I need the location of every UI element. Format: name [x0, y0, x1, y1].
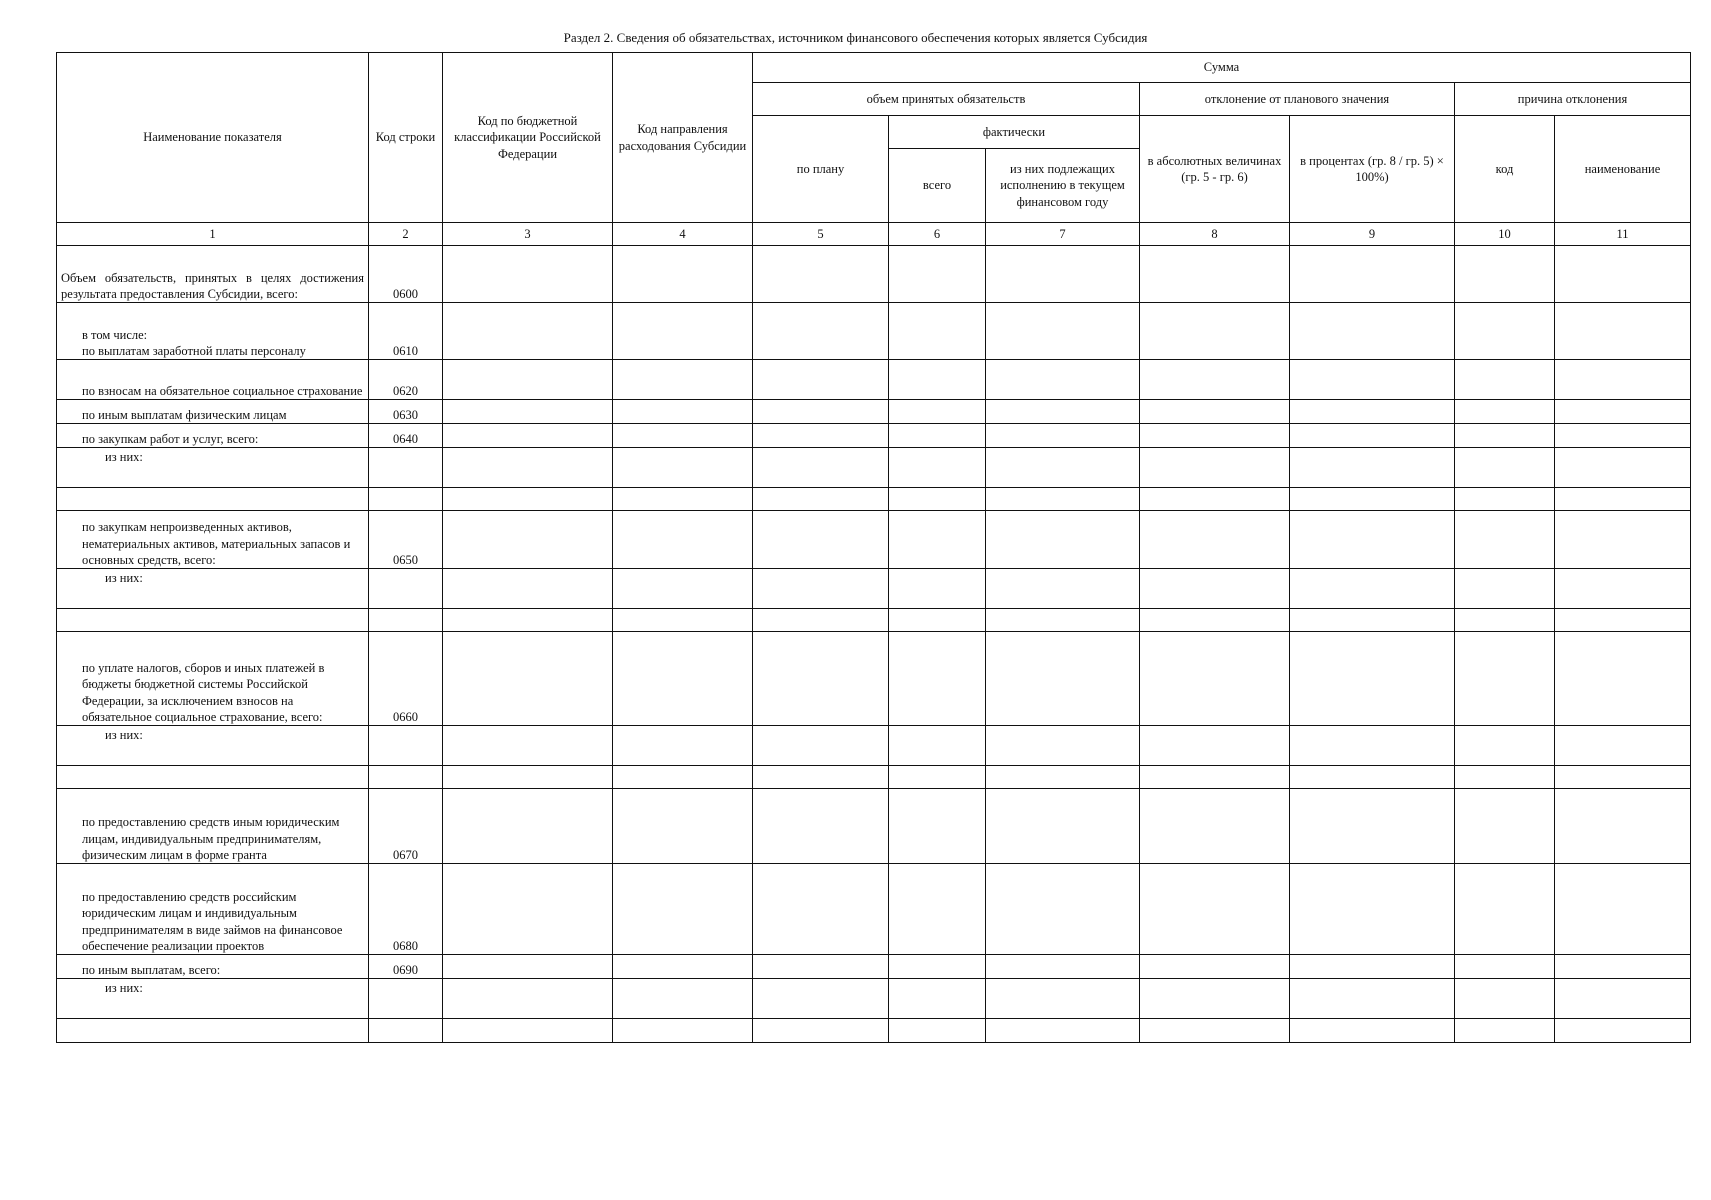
table-row: [57, 766, 1691, 789]
header-percent: в процентах (гр. 8 / гр. 5) × 100%): [1290, 116, 1455, 223]
row-name: из них:: [57, 726, 369, 766]
table-row: [57, 979, 1691, 1019]
table-row: [57, 609, 1691, 632]
table-row: [57, 400, 1691, 424]
table-row: [57, 569, 1691, 609]
column-number: 2: [369, 223, 443, 246]
row-code: 0600: [369, 246, 443, 303]
row-code: [369, 488, 443, 511]
table-row: [57, 246, 1691, 303]
table-row: [57, 632, 1691, 726]
header-budget-code: Код по бюджетной классификации Российской Федерации: [443, 53, 613, 223]
row-code: 0690: [369, 955, 443, 979]
table-row: [57, 360, 1691, 400]
header-direction-code: Код направления расходования Субсидии: [613, 53, 753, 223]
row-name: по иным выплатам, всего:: [57, 955, 369, 979]
column-number: 6: [889, 223, 986, 246]
header-reason-name: наименование: [1555, 116, 1691, 223]
header-of-which: из них подлежащих исполнению в текущем финансовом году: [986, 149, 1140, 223]
row-code: 0660: [369, 632, 443, 726]
row-name: из них:: [57, 448, 369, 488]
row-name: по уплате налогов, сборов и иных платежей в бюджеты бюджетной системы Российской Федерации, за исключением взносов на обязательное социальное страхование, всего:: [57, 632, 369, 726]
row-name: по взносам на обязательное социальное страхование: [57, 360, 369, 400]
header-plan: по плану: [753, 116, 889, 223]
header-total: всего: [889, 149, 986, 223]
header-actual: фактически: [889, 116, 1140, 149]
row-code: 0620: [369, 360, 443, 400]
row-code: [369, 1019, 443, 1043]
row-code: 0630: [369, 400, 443, 424]
row-name: [57, 1019, 369, 1043]
header-absolute: в абсолютных величинах (гр. 5 - гр. 6): [1140, 116, 1290, 223]
column-number: 11: [1555, 223, 1691, 246]
row-name: Объем обязательств, принятых в целях достижения результата предоставления Субсидии, всего:: [57, 246, 369, 303]
header-obligations: объем принятых обязательств: [753, 83, 1140, 116]
row-name: [57, 766, 369, 789]
row-code: 0670: [369, 789, 443, 864]
row-code: [369, 448, 443, 488]
column-number: 10: [1455, 223, 1555, 246]
header-indicator-name: Наименование показателя: [57, 53, 369, 223]
row-name: из них:: [57, 569, 369, 609]
column-number: 5: [753, 223, 889, 246]
table-row: [57, 1019, 1691, 1043]
table-row: [57, 448, 1691, 488]
header-sum: Сумма: [753, 53, 1691, 83]
row-code: 0640: [369, 424, 443, 448]
row-code: 0610: [369, 303, 443, 360]
column-number: 4: [613, 223, 753, 246]
row-code: [369, 726, 443, 766]
row-name: в том числе: по выплатам заработной платы персоналу: [57, 303, 369, 360]
row-name: по предоставлению средств российским юридическим лицам и индивидуальным предпринимателям в виде займов на финансовое обеспечение реализации проектов: [57, 864, 369, 955]
column-number: 7: [986, 223, 1140, 246]
row-name: [57, 609, 369, 632]
obligations-table: [56, 52, 1691, 1043]
column-number: 1: [57, 223, 369, 246]
row-name: по иным выплатам физическим лицам: [57, 400, 369, 424]
column-number: 3: [443, 223, 613, 246]
row-name: по закупкам непроизведенных активов, нематериальных активов, материальных запасов и основных средств, всего:: [57, 511, 369, 569]
table-row: [57, 424, 1691, 448]
table-row: [57, 789, 1691, 864]
page-title: Раздел 2. Сведения об обязательствах, источником финансового обеспечения которых является Субсидия: [563, 30, 1148, 45]
table-row: [57, 726, 1691, 766]
row-code: 0650: [369, 511, 443, 569]
header-line-code: Код строки: [369, 53, 443, 223]
column-number: 9: [1290, 223, 1455, 246]
row-name: по предоставлению средств иным юридическим лицам, индивидуальным предпринимателям, физическим лицам в форме гранта: [57, 789, 369, 864]
row-code: [369, 979, 443, 1019]
row-code: [369, 569, 443, 609]
column-number: 8: [1140, 223, 1290, 246]
row-code: [369, 766, 443, 789]
row-code: [369, 609, 443, 632]
table-row: [57, 511, 1691, 569]
row-name: из них:: [57, 979, 369, 1019]
header-reason-code: код: [1455, 116, 1555, 223]
table-row: [57, 864, 1691, 955]
row-name: [57, 488, 369, 511]
header-deviation: отклонение от планового значения: [1140, 83, 1455, 116]
table-row: [57, 488, 1691, 511]
table-row: [57, 955, 1691, 979]
table-row: [57, 303, 1691, 360]
header-reason: причина отклонения: [1455, 83, 1691, 116]
row-code: 0680: [369, 864, 443, 955]
row-name: по закупкам работ и услуг, всего:: [57, 424, 369, 448]
